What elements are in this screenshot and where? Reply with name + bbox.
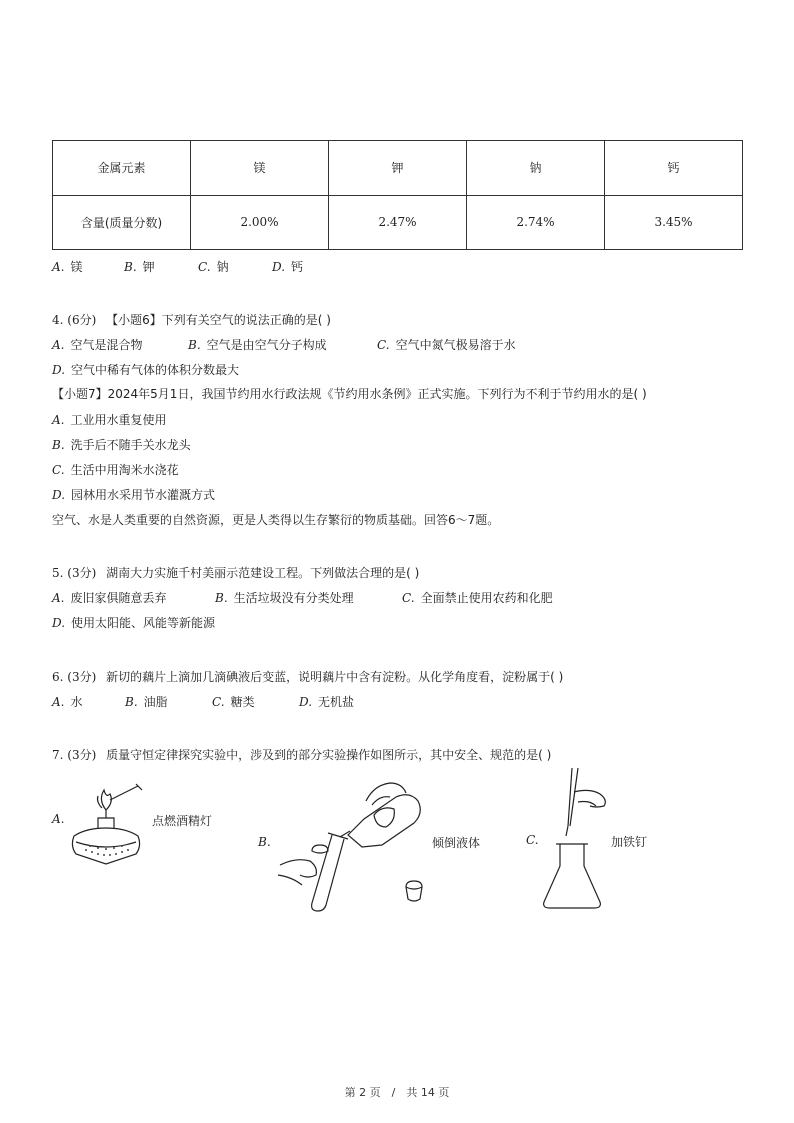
option-a[interactable]: A. 空气是混合物 (52, 338, 143, 352)
option-c[interactable]: C. 空气中氮气极易溶于水 (377, 338, 516, 352)
figure-c-caption: 加铁钉 (611, 835, 648, 849)
option-d[interactable]: D. 使用太阳能、风能等新能源 (52, 616, 216, 630)
table-row (53, 195, 743, 250)
option-c[interactable]: C. 钠 (198, 260, 229, 274)
table-cell: 金属元素 (53, 141, 191, 196)
table-cell: 钙 (605, 141, 743, 196)
option-d[interactable]: D. 钙 (272, 260, 304, 274)
option-c[interactable]: C. 全面禁止使用农药和化肥 (402, 591, 553, 605)
option-d[interactable]: D. 无机盐 (299, 695, 355, 709)
option-a[interactable]: A. 工业用水重复使用 (52, 413, 167, 427)
figure-c-letter[interactable]: C. (526, 833, 539, 847)
option-a[interactable]: A. 镁 (52, 260, 83, 274)
table-cell: 镁 (191, 141, 329, 196)
table-cell: 含量(质量分数) (53, 195, 191, 250)
option-c[interactable]: C. 生活中用淘米水浇花 (52, 463, 179, 477)
option-b[interactable]: B. 洗手后不随手关水龙头 (52, 438, 191, 452)
adding-nail-to-flask-icon (538, 766, 610, 916)
option-d[interactable]: D. 空气中稀有气体的体积分数最大 (52, 363, 240, 377)
context-paragraph: 空气、水是人类重要的自然资源，更是人类得以生存繁衍的物质基础。回答6～7题。 (52, 513, 500, 527)
q7-stem: 7. (3分) 质量守恒定律探究实验中，涉及到的部分实验操作如图所示，其中安全、规范的是( ) (52, 748, 552, 762)
table-cell: 钾 (329, 141, 467, 196)
table-header-row (53, 141, 743, 196)
page-footer: 第 2 页 / 共 14 页 (344, 1086, 450, 1099)
alcohol-lamp-lighting-icon (66, 780, 146, 870)
table-cell: 2.74% (467, 195, 605, 250)
subquestion-7-stem: 【小题7】2024年5月1日，我国节约用水行政法规《节约用水条例》正式实施。下列行为不利于节约用水的是( ) (52, 387, 647, 401)
pouring-liquid-icon (278, 775, 438, 915)
option-b[interactable]: B. 油脂 (125, 695, 168, 709)
table-cell: 2.47% (329, 195, 467, 250)
option-a[interactable]: A. 水 (52, 695, 83, 709)
table-cell: 3.45% (605, 195, 743, 250)
option-b[interactable]: B. 钾 (124, 260, 155, 274)
option-a[interactable]: A. 废旧家俱随意丢弃 (52, 591, 167, 605)
q5-stem: 5. (3分) 湖南大力实施千村美丽示范建设工程。下列做法合理的是( ) (52, 566, 420, 580)
table-cell: 2.00% (191, 195, 329, 250)
option-b[interactable]: B. 生活垃圾没有分类处理 (215, 591, 354, 605)
q6-stem: 6. (3分) 新切的藕片上滴加几滴碘液后变蓝，说明藕片中含有淀粉。从化学角度看，淀粉属于( ) (52, 670, 564, 684)
figure-a-letter[interactable]: A. (52, 812, 65, 826)
option-d[interactable]: D. 园林用水采用节水灌溉方式 (52, 488, 216, 502)
metal-content-table (52, 140, 743, 250)
figure-b-caption: 倾倒液体 (432, 836, 481, 850)
figure-a-caption: 点燃酒精灯 (152, 814, 213, 828)
q4-stem: 4. (6分) 【小题6】下列有关空气的说法正确的是( ) (52, 313, 331, 327)
option-c[interactable]: C. 糖类 (212, 695, 255, 709)
option-b[interactable]: B. 空气是由空气分子构成 (188, 338, 327, 352)
table-cell: 钠 (467, 141, 605, 196)
figure-b-letter[interactable]: B. (258, 835, 271, 849)
